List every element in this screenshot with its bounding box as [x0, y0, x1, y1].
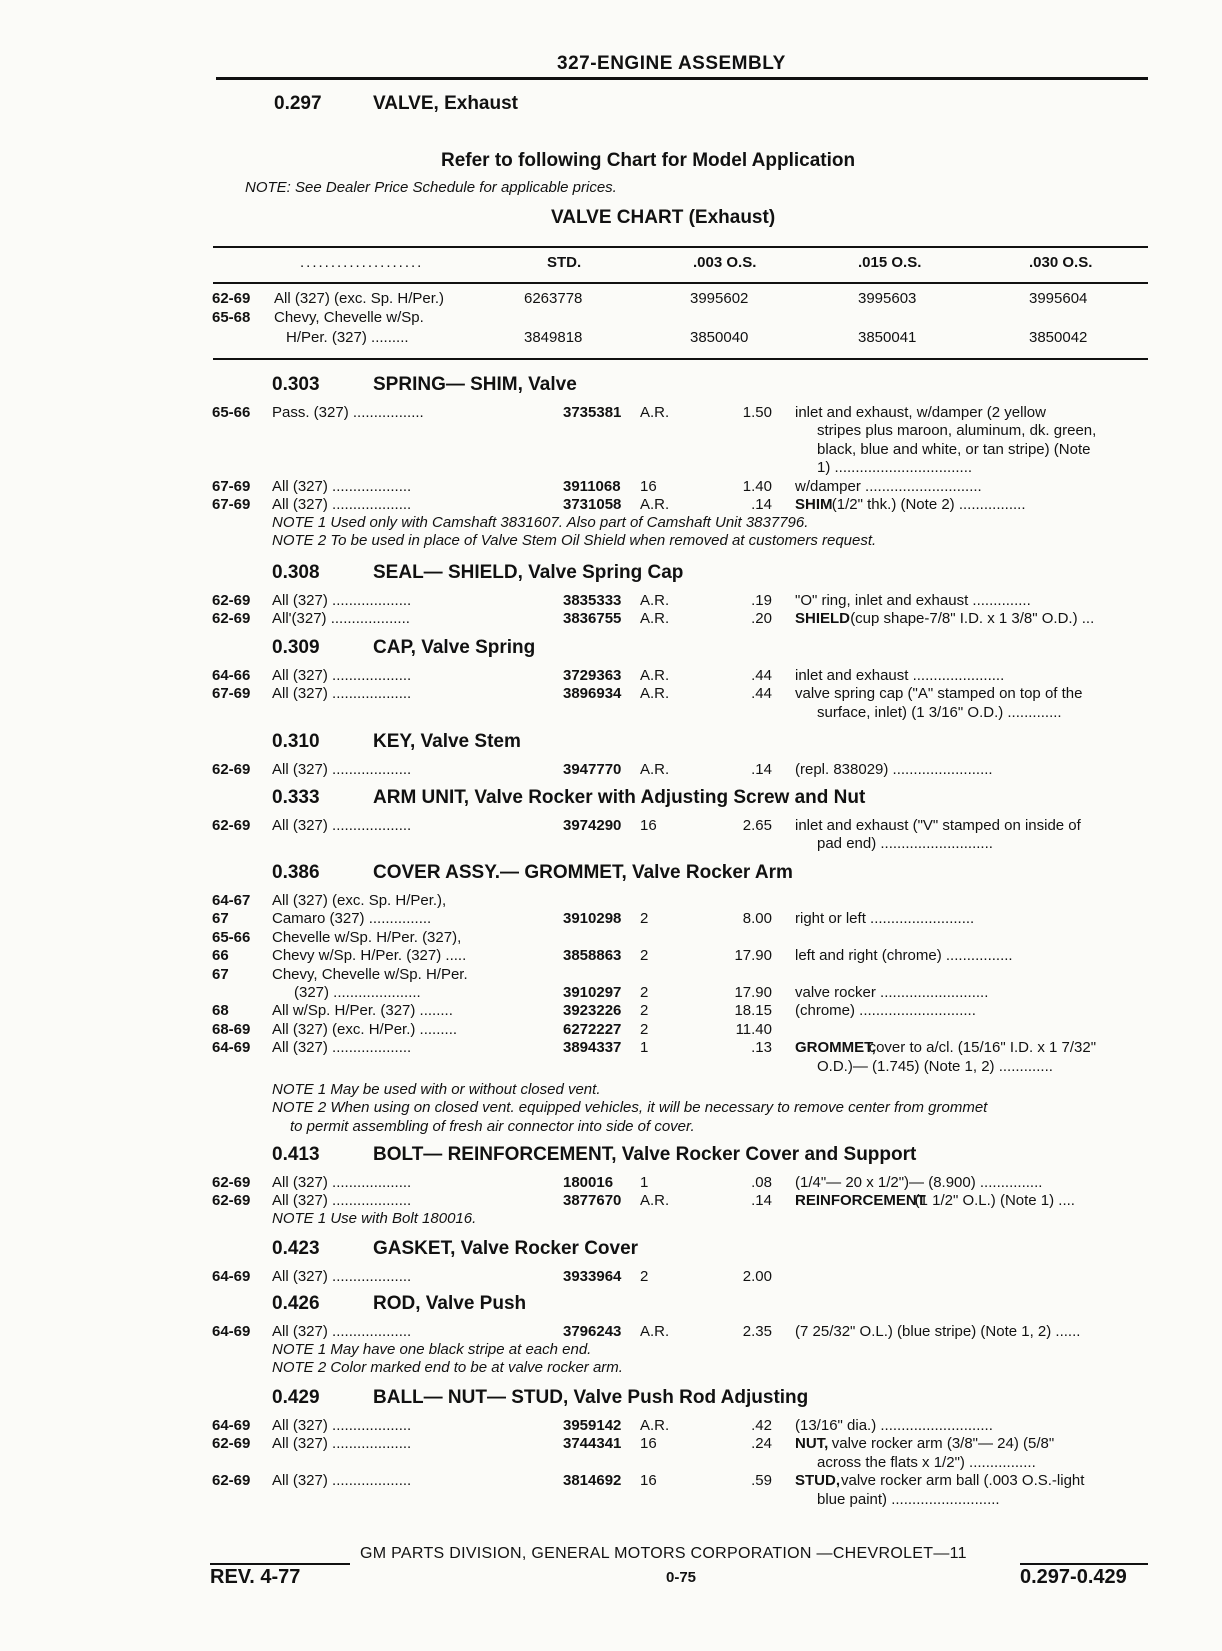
description-keyword: NUT,: [795, 1435, 829, 1453]
model-years: 65-66: [212, 404, 251, 421]
model-years: 64-66: [212, 667, 251, 684]
description: w/damper ............................: [795, 477, 982, 495]
description-keyword: SHIELD: [795, 610, 851, 628]
price-note: NOTE: See Dealer Price Schedule for applicable prices.: [245, 179, 617, 196]
description: right or left .........................: [795, 910, 975, 928]
description: left and right (chrome) ................: [795, 947, 1013, 965]
quantity: A.R.: [640, 1192, 670, 1210]
description: valve spring cap ("A" stamped on top of the: [795, 685, 1083, 703]
part-number: 180016: [563, 1174, 614, 1191]
description: surface, inlet) (1 3/16" O.D.) .............: [817, 703, 1062, 721]
price: 1.50: [742, 404, 772, 421]
model-application: All (327) (exc. Sp. H/Per.),: [272, 892, 447, 909]
description: cover to a/cl. (15/16" I.D. x 1 7/32": [868, 1039, 1097, 1057]
description: stripes plus maroon, aluminum, dk. green,: [817, 422, 1097, 440]
model-years: 68-69: [212, 1020, 251, 1038]
section-number: 0.386: [272, 862, 320, 883]
part-number: 3896934: [563, 685, 622, 703]
model-years: 64-69: [212, 1039, 251, 1057]
section-number: 0.426: [272, 1293, 320, 1314]
part-number: 3858863: [563, 947, 622, 965]
model-application: All'(327) ...................: [272, 610, 410, 628]
model-application: All (327) (exc. H/Per.) .........: [272, 1020, 458, 1038]
note-text: to permit assembling of fresh air connector into side of cover.: [290, 1117, 695, 1135]
model-years: 67-69: [212, 685, 251, 703]
description: (cup shape-7/8" I.D. x 1 3/8" O.D.) ...: [850, 610, 1095, 628]
quantity: 1: [640, 1174, 649, 1191]
quantity: 16: [640, 1472, 657, 1490]
price: 11.40: [735, 1020, 772, 1038]
section-number: 0.303: [272, 374, 320, 395]
description: valve rocker arm (3/8"— 24) (5/8": [831, 1435, 1055, 1453]
price: .44: [751, 685, 772, 703]
description-keyword: STUD,: [795, 1472, 840, 1490]
model-application: All (327) ...................: [272, 1323, 412, 1340]
header-rule: [216, 77, 1148, 80]
model-application: All (327) ...................: [272, 667, 412, 684]
quantity: 16: [640, 477, 657, 495]
quantity: 2: [640, 1268, 649, 1285]
quantity: A.R.: [640, 667, 670, 684]
part-number: 3877670: [563, 1192, 622, 1210]
refer-text: Refer to following Chart for Model Application: [441, 150, 856, 171]
quantity: 2: [640, 984, 649, 1001]
model-application: Chevy w/Sp. H/Per. (327) .....: [272, 947, 467, 965]
model-years: 68: [212, 1002, 229, 1020]
price: 2.65: [742, 817, 772, 834]
price: .44: [751, 667, 772, 684]
table-header-030: .030 O.S.: [1029, 254, 1093, 271]
description: across the flats x 1/2") ................: [817, 1453, 1036, 1471]
section-title: COVER ASSY.— GROMMET, Valve Rocker Arm: [373, 862, 793, 883]
model-years: 67: [212, 965, 229, 983]
quantity: A.R.: [640, 1417, 670, 1434]
description: "O" ring, inlet and exhaust ..............: [795, 592, 1031, 609]
model-years: 62-69: [212, 817, 251, 834]
quantity: A.R.: [640, 592, 670, 609]
price: .08: [751, 1174, 772, 1191]
model-application: All (327) ...................: [272, 1417, 412, 1434]
section-title: BALL— NUT— STUD, Valve Push Rod Adjusting: [373, 1387, 809, 1408]
quantity: 2: [640, 1020, 649, 1038]
price: .14: [751, 496, 772, 513]
note-text: NOTE 1 May have one black stripe at each end.: [272, 1341, 592, 1358]
model-application: Chevelle w/Sp. H/Per. (327),: [272, 928, 462, 946]
model-years: 62-69: [212, 610, 251, 628]
table-header-model: ....................: [300, 254, 424, 271]
price: .42: [751, 1417, 772, 1434]
model-application: All (327) ...................: [272, 1039, 412, 1057]
part-number: 3947770: [563, 761, 622, 778]
model-application: Camaro (327) ...............: [272, 910, 432, 928]
section-number: 0.308: [272, 562, 320, 583]
model-years: 62-69: [212, 1435, 251, 1453]
model-application: (327) .....................: [294, 984, 421, 1001]
part-number: 3814692: [563, 1472, 622, 1490]
part-number: 3744341: [563, 1435, 622, 1453]
description: (1/2" thk.) (Note 2) ................: [831, 496, 1026, 513]
quantity: 1: [640, 1039, 649, 1057]
part-number: 3933964: [563, 1268, 622, 1285]
model-application: All (327) ...................: [272, 1435, 412, 1453]
section-number: 0.413: [272, 1144, 320, 1165]
model-years: 62-69: [212, 1192, 251, 1210]
model-application: Pass. (327) .................: [272, 404, 424, 421]
page-header: 327-ENGINE ASSEMBLY: [557, 53, 786, 74]
price: 8.00: [742, 910, 772, 928]
section-number: 0.310: [272, 731, 320, 752]
description: (1/4"— 20 x 1/2")— (8.900) ...............: [795, 1174, 1043, 1191]
price: .24: [751, 1435, 772, 1453]
quantity: A.R.: [640, 496, 670, 513]
section-number: 0.309: [272, 637, 320, 658]
model-years: 62-69: [212, 761, 251, 778]
part-number: 3735381: [563, 404, 622, 421]
model-application: All (327) ...................: [272, 592, 412, 609]
description: valve rocker ..........................: [795, 984, 989, 1001]
description: blue paint) ..........................: [817, 1490, 1000, 1508]
description: (1 1/2" O.L.) (Note 1) ....: [914, 1192, 1075, 1210]
quantity: A.R.: [640, 404, 670, 421]
part-number: 3894337: [563, 1039, 622, 1057]
table-header-rule: [213, 282, 1148, 284]
price: .14: [751, 1192, 772, 1210]
model-years: 62-69: [212, 1472, 251, 1490]
description: pad end) ...........................: [817, 835, 993, 853]
section-title: ARM UNIT, Valve Rocker with Adjusting Screw and Nut: [373, 787, 866, 808]
price: 1.40: [742, 477, 772, 495]
table-header-std: STD.: [547, 254, 582, 271]
chart-title: VALVE CHART (Exhaust): [551, 207, 776, 228]
quantity: A.R.: [640, 610, 670, 628]
quantity: 2: [640, 910, 649, 928]
price: 17.90: [734, 947, 772, 965]
quantity: 16: [640, 1435, 657, 1453]
model-application: All w/Sp. H/Per. (327) ........: [272, 1002, 453, 1020]
model-application: All (327) ...................: [272, 1268, 412, 1285]
footer-page-number: 0-75: [666, 1569, 697, 1586]
note-text: NOTE 1 Used only with Camshaft 3831607. Also part of Camshaft Unit 3837796.: [272, 514, 809, 531]
description: (13/16" dia.) ...........................: [795, 1417, 993, 1434]
model-years: 67-69: [212, 496, 251, 513]
description-keyword: SHIM: [795, 496, 833, 513]
catalog-page: 327-ENGINE ASSEMBLY 0.297 VALVE, Exhaust Refer to following Chart for Model Application NOTE: See Dealer Price Schedule for applicable prices. VALVE CHART (Exhaust) .................... STD. .003 O.S. .015 O.S. .030 O.S. 62-69 All (327) (exc. Sp. H/Per.) 6263778 3995602 3995603 3995604 65-68 Chevy, Chevelle w/Sp. H/Per. (327) ......... 3849818 3850040 3850041 3850042 0.303 SPRING— SHIM, Valve 0.308 SEAL— SHIELD, Valve Spring Cap 0.309 CAP, Valve Spring 0.310 KEY, Valve Stem 0.333 ARM UNIT, Valve Rocker with Adjusting Screw and Nut 0.386 COVER ASSY.— GROMMET, Valve Rocker Arm 0.413 BOLT— REINFORCEMENT, Valve Rocker Cover and Support 0.423 GASKET, Valve Rocker Cover 0.426 ROD, Valve Push 0.429 BALL— NUT— STUD, Valve Push Rod Adjusting 65-66 Pass. (327) ................. 3735381 A.R. 1.50 inlet and exhaust, w/damper (2 yellow stripes plus maroon, aluminum, dk. green, black, blue and white, or tan stripe) (Note 1) ................................. 67-69 All (327) ................... 3911068 16 1.40 w/damper ............................ 67-69 All (327) ................... 3731058 A.R. .14 SHIM (1/2" thk.) (Note 2) ................ NOTE 1 Used only with Camshaft 3831607. Also part of Camshaft Unit 3837796. NOTE 2 To be used in place of Valve Stem Oil Shield when removed at customers request. 62-69 All (327) ................... 3835333 A.R. .19 "O" ring, inlet and exhaust .............. 62-69 All'(327) ................... 3836755 A.R. .20 SHIELD (cup shape-7/8" I.D. x 1 3/8" O.D.) ... 64-66 All (327) ................... 3729363 A.R. .44 inlet and exhaust ...................... 67-69 All (327) ................... 3896934 A.R. .44 valve spring cap ("A" stamped on top of the surface, inlet) (1 3/16" O.D.) ............. 62-69 All (327) ................... 3947770 A.R. .14 (repl. 838029) ........................ 62-69 All (327) ................... 3974290 16 2.65 inlet and exhaust ("V" stamped on inside of pad end) ........................... 64-67 All (327) (exc. Sp. H/Per.), 67 Camaro (327) ............... 3910298 2 8.00 right or left ......................... 65-66 Chevelle w/Sp. H/Per. (327), 66 Chevy w/Sp. H/Per. (327) ..... 3858863 2 17.90 left and right (chrome) ................ 67 Chevy, Chevelle w/Sp. H/Per. (327) ..................... 3910297 2 17.90 valve rocker .......................... 68 All w/Sp. H/Per. (327) ........ 3923226 2 18.15 (chrome) ............................ 68-69 All (327) (exc. H/Per.) ......... 6272227 2 11.40 64-69 All (327) ................... 3894337 1 .13 GROMMET, cover to a/cl. (15/16" I.D. x 1 7/32" O.D.)— (1.745) (Note 1, 2) ............. NOTE 1 May be used with or without closed vent. NOTE 2 When using on closed vent. equipped vehicles, it will be necessary to remove center from grommet to permit assembling of fresh air connector into side of cover. 62-69 All (327) ................... 180016 1 .08 (1/4"— 20 x 1/2")— (8.900) ............... 62-69 All (327) ................... 3877670 A.R. .14 REINFORCEMENT (1 1/2" O.L.) (Note 1) .... NOTE 1 Use with Bolt 180016. 64-69 All (327) ................... 3933964 2 2.00 64-69 All (327) ................... 3796243 A.R. 2.35 (7 25/32" O.L.) (blue stripe) (Note 1, 2) ...... NOTE 1 May have one black stripe at each end. NOTE 2 Color marked end to be at valve rocker arm. 64-69 All (327) ................... 3959142 A.R. .42 (13/16" dia.) ........................... 62-69 All (327) ................... 3744341 16 .24 NUT, valve rocker arm (3/8"— 24) (5/8" across the flats x 1/2") ................ 62-69 All (327) ................... 3814692 16 .59 STUD, valve rocker arm ball (.003 O.S.-light blue paint) .......................... GM PARTS DIVISION, GENERAL MOTORS CORPORATION —CHEVROLET—11 REV. 4-77 0-75 0.297-0.429: [0, 0, 1222, 1651]
quantity: 16: [640, 817, 657, 834]
price: 2.35: [742, 1323, 772, 1340]
part-number: 3836755: [563, 610, 622, 628]
model-application: Chevy, Chevelle w/Sp. H/Per.: [272, 965, 468, 983]
description: (repl. 838029) ........................: [795, 761, 993, 778]
footer-range: 0.297-0.429: [1020, 1566, 1127, 1588]
section-title: VALVE, Exhaust: [373, 93, 518, 114]
section-number: 0.297: [274, 93, 322, 114]
description: (7 25/32" O.L.) (blue stripe) (Note 1, 2) ......: [795, 1323, 1081, 1340]
description-keyword: GROMMET,: [795, 1039, 876, 1057]
description: (chrome) ............................: [795, 1002, 976, 1020]
note-text: NOTE 2 Color marked end to be at valve rocker arm.: [272, 1359, 623, 1377]
part-number: 6272227: [563, 1020, 622, 1038]
price: .13: [751, 1039, 772, 1057]
table-header-015: .015 O.S.: [858, 254, 922, 271]
description: valve rocker arm ball (.003 O.S.-light: [841, 1472, 1085, 1490]
section-title: GASKET, Valve Rocker Cover: [373, 1238, 639, 1259]
note-text: NOTE 2 When using on closed vent. equipped vehicles, it will be necessary to remove center from grommet: [272, 1099, 988, 1117]
part-number: 3835333: [563, 592, 622, 609]
model-application: All (327) ...................: [272, 685, 412, 703]
part-number: 3911068: [563, 477, 621, 495]
footer-revision: REV. 4-77: [210, 1566, 301, 1588]
part-number: 3974290: [563, 817, 622, 834]
section-title: SPRING— SHIM, Valve: [373, 374, 577, 395]
quantity: A.R.: [640, 685, 670, 703]
table-header-003: .003 O.S.: [693, 254, 757, 271]
model-years: 62-69: [212, 592, 251, 609]
model-years: 64-69: [212, 1417, 251, 1434]
model-application: All (327) ...................: [272, 477, 412, 495]
quantity: A.R.: [640, 761, 670, 778]
part-number: 3729363: [563, 667, 622, 684]
model-years: 66: [212, 947, 229, 965]
description: inlet and exhaust ......................: [795, 667, 1005, 684]
quantity: A.R.: [640, 1323, 670, 1340]
model-application: All (327) ...................: [272, 1472, 412, 1490]
table-top-rule: [213, 246, 1148, 248]
section-number: 0.429: [272, 1387, 320, 1408]
model-application: All (327) ...................: [272, 817, 412, 834]
section-title: CAP, Valve Spring: [373, 637, 536, 658]
part-number: 3910297: [563, 984, 622, 1001]
section-number: 0.333: [272, 787, 320, 808]
section-title: SEAL— SHIELD, Valve Spring Cap: [373, 562, 684, 583]
note-text: NOTE 2 To be used in place of Valve Stem Oil Shield when removed at customers request.: [272, 532, 877, 550]
section-title: KEY, Valve Stem: [373, 731, 521, 752]
section-number: 0.423: [272, 1238, 320, 1259]
quantity: 2: [640, 1002, 649, 1020]
price: .59: [751, 1472, 772, 1490]
model-application: All (327) ...................: [272, 761, 412, 778]
description: inlet and exhaust, w/damper (2 yellow: [795, 404, 1046, 421]
description-keyword: REINFORCEMENT: [795, 1192, 926, 1210]
description: inlet and exhaust ("V" stamped on inside of: [795, 817, 1081, 834]
price: .20: [751, 610, 772, 628]
model-years: 65-66: [212, 928, 251, 946]
model-application: All (327) ...................: [272, 1192, 412, 1210]
model-years: 64-69: [212, 1323, 251, 1340]
price: 17.90: [734, 984, 772, 1001]
model-years: 62-69: [212, 1174, 251, 1191]
part-number: 3923226: [563, 1002, 622, 1020]
quantity: 2: [640, 947, 649, 965]
note-text: NOTE 1 Use with Bolt 180016.: [272, 1210, 477, 1227]
note-text: NOTE 1 May be used with or without closed vent.: [272, 1081, 601, 1098]
section-title: ROD, Valve Push: [373, 1293, 527, 1314]
model-years: 67: [212, 910, 229, 928]
footer-rule-left: [210, 1563, 350, 1565]
table-bottom-rule: [213, 358, 1148, 360]
part-number: 3731058: [563, 496, 622, 513]
footer-division: GM PARTS DIVISION, GENERAL MOTORS CORPORATION —CHEVROLET—11: [360, 1545, 967, 1562]
price: 2.00: [742, 1268, 772, 1285]
description: O.D.)— (1.745) (Note 1, 2) .............: [817, 1057, 1053, 1075]
description: black, blue and white, or tan stripe) (Note: [817, 440, 1091, 458]
description: 1) .................................: [817, 459, 973, 477]
model-application: All (327) ...................: [272, 496, 412, 513]
model-years: 67-69: [212, 477, 251, 495]
section-title: BOLT— REINFORCEMENT, Valve Rocker Cover and Support: [373, 1144, 917, 1165]
price: .14: [751, 761, 772, 778]
part-number: 3910298: [563, 910, 622, 928]
part-number: 3959142: [563, 1417, 622, 1434]
model-years: 64-69: [212, 1268, 251, 1285]
part-number: 3796243: [563, 1323, 622, 1340]
price: 18.15: [734, 1002, 772, 1020]
footer-rule-right: [1020, 1563, 1148, 1565]
model-years: 64-67: [212, 892, 251, 909]
model-application: All (327) ...................: [272, 1174, 412, 1191]
price: .19: [751, 592, 772, 609]
